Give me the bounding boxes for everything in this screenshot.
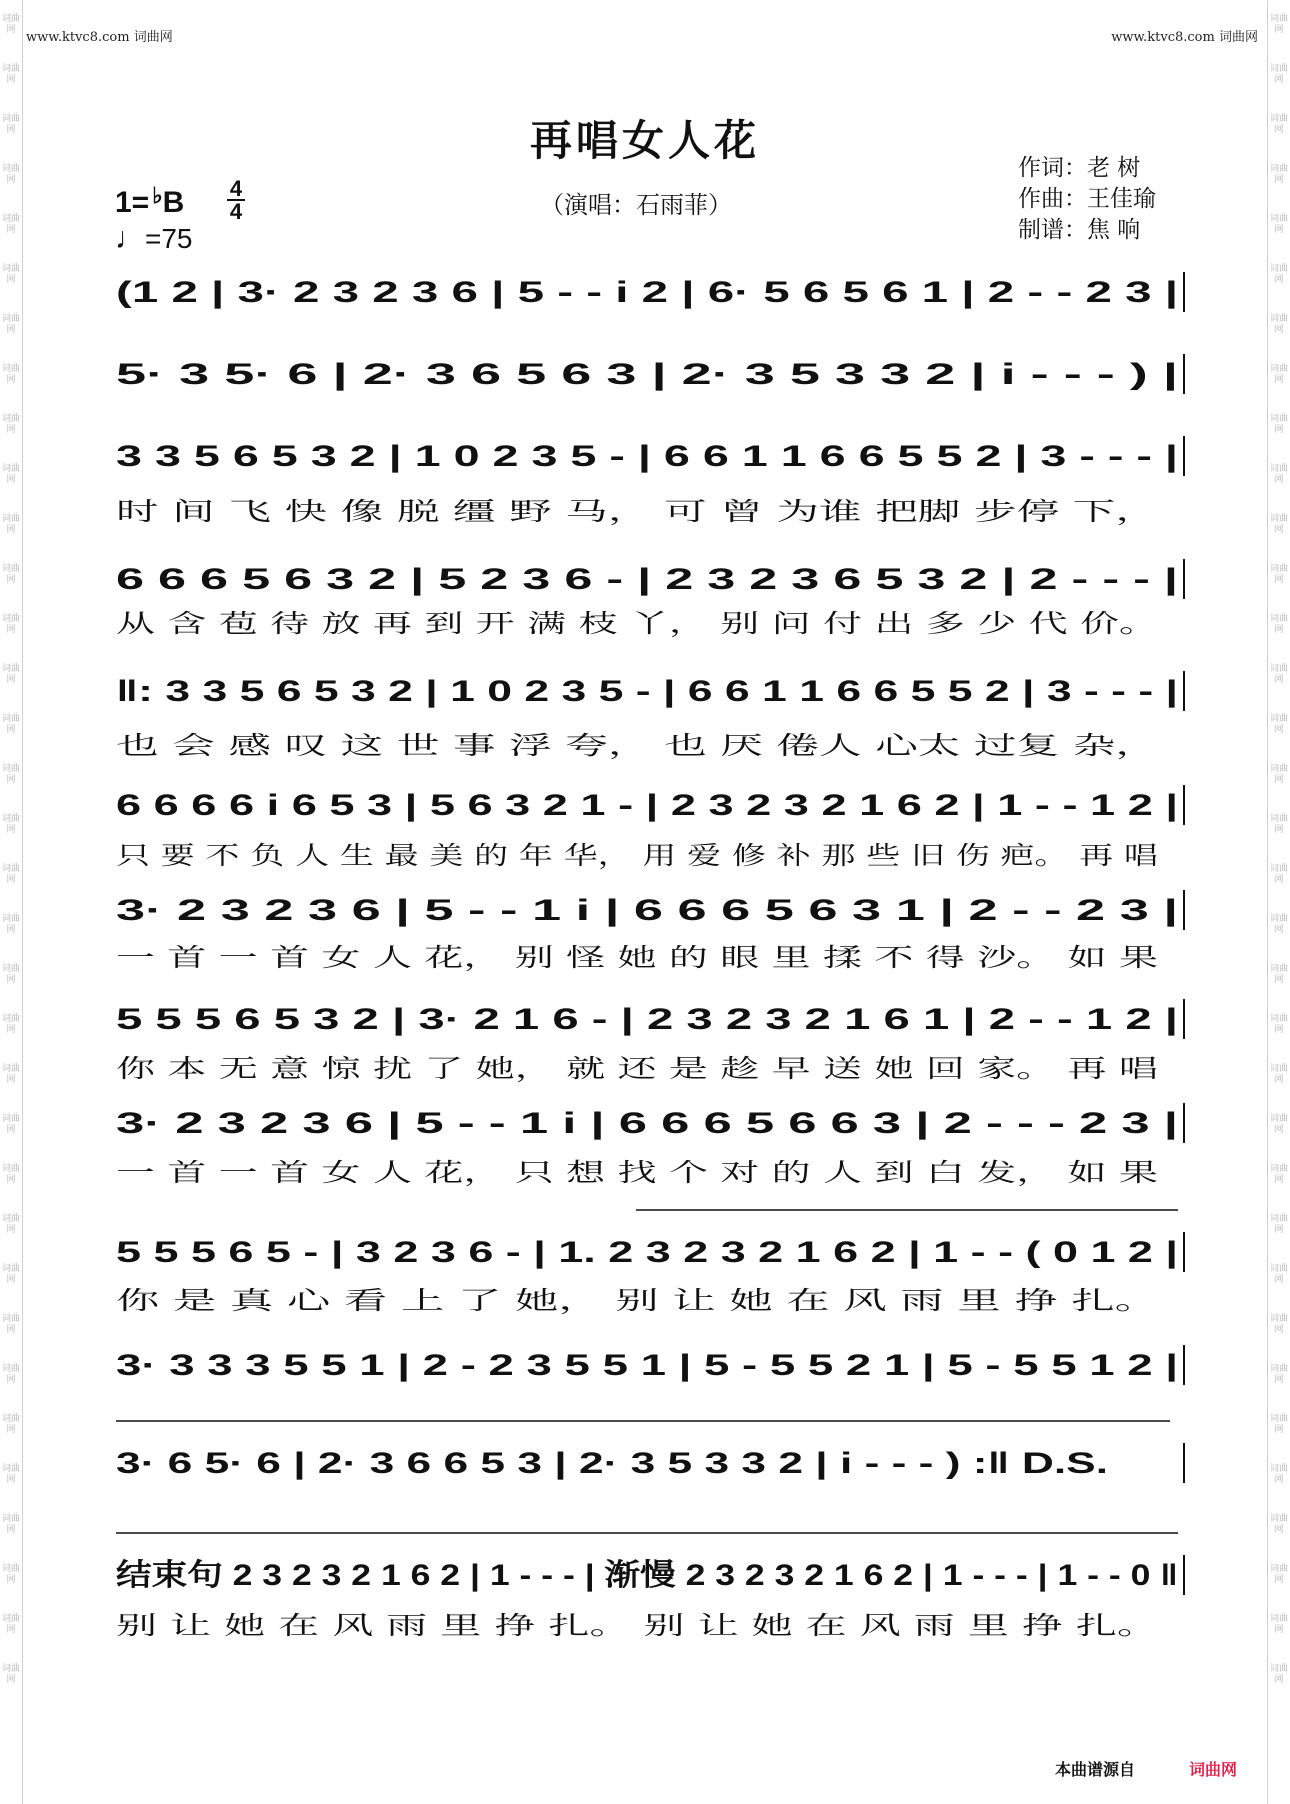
lyric-line-3: 时 间 飞 快 像 脱 缰 野 马， 可 曾 为谁 把脚 步停 下， xyxy=(116,497,1158,526)
lyric-line-4: 从 含 苞 待 放 再 到 开 满 枝 丫， 别 问 付 出 多 少 代 价。 xyxy=(116,609,1158,638)
notation-line-6: 6 6 6 6 i 6 5 3 | 5 6 3 2 1 - | 2 3 2 3 2 1 6 2 | 1 - - 1 2 | xyxy=(116,789,1178,822)
lyric-line-13: 别 让 她 在 风 雨 里 挣 扎。 别 让 她 在 风 雨 里 挣 扎。 xyxy=(116,1611,1158,1640)
notation-line-3: 3 3 5 6 5 3 2 | 1 0 2 3 5 - | 6 6 1 1 6 6 5 5 2 | 3 - - - | xyxy=(116,440,1178,473)
lyric-line-5: 也 会 感 叹 这 世 事 浮 夸， 也 厌 倦人 心太 过复 杂， xyxy=(116,731,1158,760)
lyric-line-9: 一 首 一 首 女 人 花， 只 想 找 个 对 的 人 到 白 发， 如 果 xyxy=(116,1158,1158,1187)
song-title: 再唱女人花 xyxy=(529,116,760,165)
lyricist-credit: 作词：老 树 xyxy=(1018,155,1141,181)
composer-credit: 作曲：王佳瑜 xyxy=(1018,186,1156,212)
notation-line-9: 3· 2 3 2 3 6 | 5 - - 1 i | 6 6 6 5 6 6 3 | 2 - - - 2 3 | xyxy=(116,1107,1178,1140)
site-watermark-right: www.ktvc8.com 词曲网 xyxy=(1111,30,1258,45)
notation-line-8: 5 5 5 6 5 3 2 | 3· 2 1 6 - | 2 3 2 3 2 1 6 1 | 2 - - 1 2 | xyxy=(116,1003,1178,1036)
notation-line-12: 3· 6 5· 6 | 2· 3 6 6 5 3 | 2· 3 5 3 3 2 | i - - - ) :‖ D.S. xyxy=(116,1447,1108,1480)
left-watermark-strip: 词曲网 词曲网 词曲网 词曲网 词曲网 词曲网 词曲网 词曲网 词曲网 词曲网 词曲网 词曲网 词曲网 词曲网 词曲网 词曲网 词曲网 词曲网 词曲网 词曲网 词曲网 词曲网 词曲网 词曲网 词曲网 词曲网 词曲网 词曲网 词曲网 词曲网 词曲网 词曲网 词曲网 词曲网 xyxy=(0,0,23,1804)
lyric-line-10: 你 是 真 心 看 上 了 她， 别 让 她 在 风 雨 里 挣 扎。 xyxy=(116,1286,1158,1315)
source-footer: 本曲谱源自 词曲网 xyxy=(1055,1760,1238,1779)
lyric-line-6: 只 要 不 负 人 生 最 美 的 年 华， 用 爱 修 补 那 些 旧 伤 疤。 再 唱 xyxy=(116,841,1158,870)
notation-line-1: (1 2 | 3· 2 3 2 3 6 | 5 - - i 2 | 6· 5 6 5 6 1 | 2 - - 2 3 | xyxy=(116,276,1178,309)
singer-credit: （演唱：石雨菲） xyxy=(540,191,732,219)
key-signature: 1= ♭B xyxy=(115,183,185,219)
notation-line-10: 5 5 5 6 5 - | 3 2 3 6 - | 1. 2 3 2 3 2 1 6 2 | 1 - - ( 0 1 2 | xyxy=(116,1236,1178,1269)
notation-line-4: 6 6 6 5 6 3 2 | 5 2 3 6 - | 2 3 2 3 6 5 3 2 | 2 - - - | xyxy=(116,563,1178,596)
notation-line-11: 3· 3 3 3 5 5 1 | 2 - 2 3 5 5 1 | 5 - 5 5 2 1 | 5 - 5 5 1 2 | xyxy=(116,1349,1178,1382)
right-watermark-strip: 词曲网 词曲网 词曲网 词曲网 词曲网 词曲网 词曲网 词曲网 词曲网 词曲网 词曲网 词曲网 词曲网 词曲网 词曲网 词曲网 词曲网 词曲网 词曲网 词曲网 词曲网 词曲网 词曲网 词曲网 词曲网 词曲网 词曲网 词曲网 词曲网 词曲网 词曲网 词曲网 词曲网 词曲网 xyxy=(1267,0,1290,1804)
time-signature: 4 4 xyxy=(227,178,245,222)
notation-line-7: 3· 2 3 2 3 6 | 5 - - 1 i | 6 6 6 5 6 3 1 | 2 - - 2 3 | xyxy=(116,894,1178,927)
transcriber-credit: 制谱：焦 响 xyxy=(1018,217,1141,243)
site-watermark-left: www.ktvc8.com 词曲网 xyxy=(26,30,173,45)
lyric-line-7: 一 首 一 首 女 人 花， 别 怪 她 的 眼 里 揉 不 得 沙。 如 果 xyxy=(116,943,1158,972)
notation-line-5: ‖: 3 3 5 6 5 3 2 | 1 0 2 3 5 - | 6 6 1 1 6 6 5 5 2 | 3 - - - | xyxy=(116,675,1178,708)
lyric-line-8: 你 本 无 意 惊 扰 了 她， 就 还 是 趁 早 送 她 回 家。 再 唱 xyxy=(116,1054,1158,1083)
notation-line-13: 结束句 2 3 2 3 2 1 6 2 | 1 - - - | 渐慢 2 3 2 3 2 1 6 2 | 1 - - - | 1 - - 0 ‖ xyxy=(116,1559,1012,1592)
tempo-marking: ♩=75 xyxy=(115,222,193,255)
notation-line-2: 5· 3 5· 6 | 2· 3 6 5 6 3 | 2· 3 5 3 3 2 | i - - - ) | xyxy=(116,358,1178,391)
footer-brand: 词曲网 xyxy=(1189,1760,1238,1779)
